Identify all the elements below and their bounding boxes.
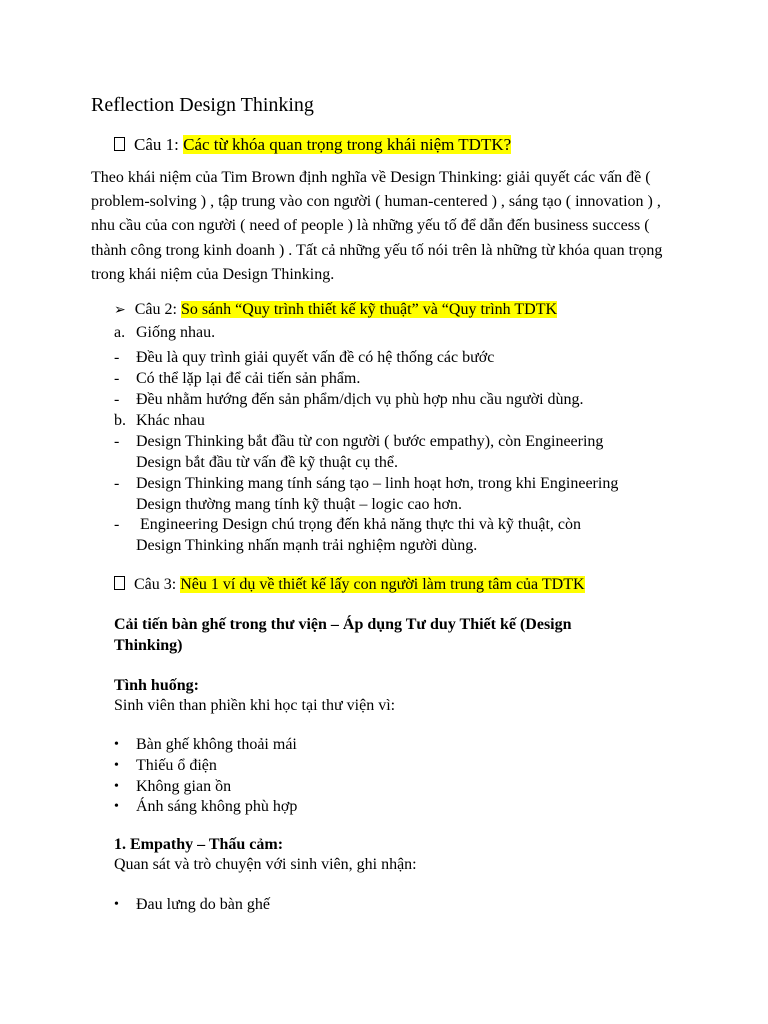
bullet-icon: • [114,758,119,773]
checkbox-icon [114,576,125,590]
empathy-heading: 1. Empathy – Thấu cảm: [114,836,284,853]
bullet-icon: • [114,799,119,814]
list-item: • Không gian ồn [114,778,232,795]
list-marker: b. [114,412,126,429]
question-3 [114,574,585,596]
situation-text: Sinh viên than phiền khi học tại thư viện vì: [114,697,396,714]
question-2-label: Câu 2: [134,301,181,318]
question-3-text: Nêu 1 ví dụ về thiết kế lấy con người làm trung tâm của TDTK [180,576,585,593]
intro-paragraph: Theo khái niệm của Tim Brown định nghĩa về Design Thinking: giải quyết các vấn đề ( problem-solving ) , tập trung vào con người ( human-centered ) , sáng tạo ( innovation ) , nhu cầu của con người ( need of people ) là những yếu tố để dẫn đến business success ( thành công trong kinh doanh ) . Tất cả những yếu tố nói trên là những từ khóa quan trọng trong khái niệm của Design Thinking. [91,169,663,283]
bullet-icon: • [114,737,119,752]
question-2 [114,299,557,322]
example-heading-cont: Thinking) [114,637,183,654]
list-marker: a. [114,324,126,341]
question-1 [114,134,511,156]
question-1-text: Các từ khóa quan trọng trong khái niệm TDTK? [183,135,512,154]
list-item: • Đau lưng do bàn ghế [114,896,270,913]
section-a-label: Giống nhau. [136,324,216,341]
bullet-icon: • [114,779,119,794]
situation-heading: Tình huống: [114,677,199,694]
section-b-label: Khác nhau [136,412,205,429]
question-1-label: Câu 1: [134,135,184,154]
question-2-text: So sánh “Quy trình thiết kế kỹ thuật” và “Quy trình TDTK [180,301,558,318]
list-item: • Bàn ghế không thoải mái [114,736,297,753]
example-heading: Cải tiến bàn ghế trong thư viện – Áp dụng Tư duy Thiết kế (Design [114,616,572,633]
list-item: • Thiếu ổ điện [114,757,217,774]
arrow-bullet-icon: ➢ [114,303,126,318]
bullet-icon: • [114,897,119,912]
empathy-text: Quan sát và trò chuyện với sinh viên, ghi nhận: [114,856,417,873]
checkbox-icon [114,137,125,151]
list-item: • Ánh sáng không phù hợp [114,798,298,815]
question-3-label: Câu 3: [134,576,181,593]
document-title: Reflection Design Thinking [91,94,314,116]
